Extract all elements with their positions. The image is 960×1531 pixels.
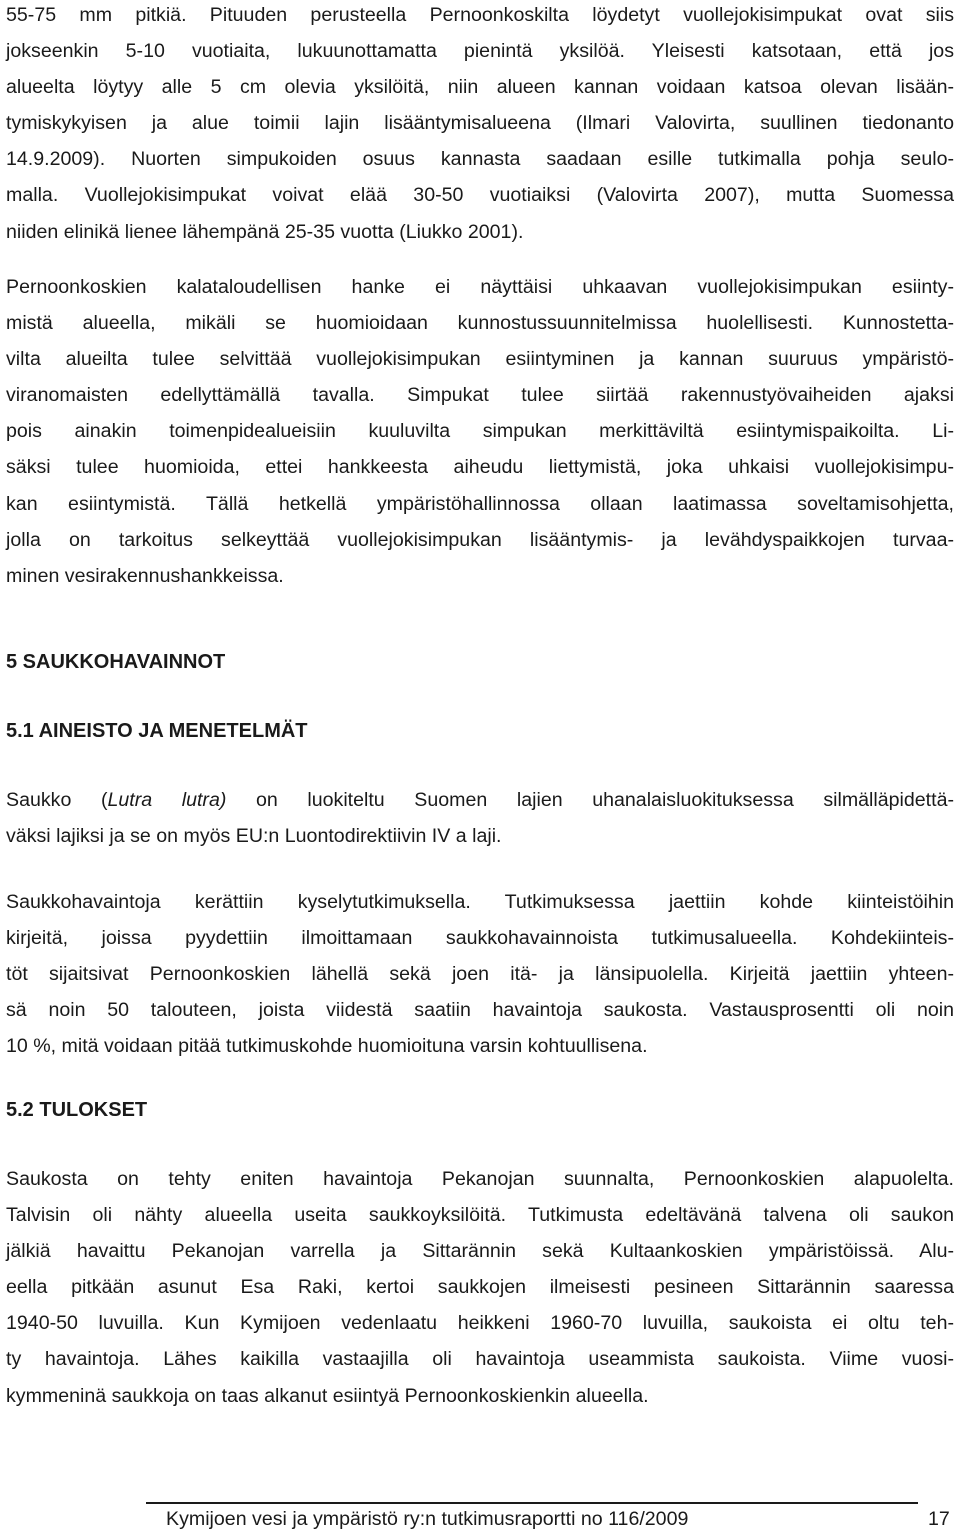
text-line: Talvisin oli nähty alueella useita saukkoyksilöitä. Tutkimusta edeltävänä talvena oli saukon [6, 1204, 954, 1227]
section-heading-5-1: 5.1 AINEISTO JA MENETELMÄT [6, 720, 308, 742]
paragraph-simpukat-ika [6, 0, 954, 250]
text-line: Pernoonkoskien kalataloudellisen hanke ei näyttäisi uhkaavan vuollejokisimpukan esiinty- [6, 276, 954, 298]
text-line: väksi lajiksi ja se on myös EU:n Luontodirektiivin IV a laji. [6, 825, 502, 848]
text-line: kan esiintymistä. Tällä hetkellä ympäristöhallinnossa ollaan laatimassa soveltamisohjetta, [6, 492, 954, 515]
text-line: 14.9.2009). Nuorten simpukoiden osuus kannasta saadaan esille tutkimalla pohja seulo- [6, 148, 954, 171]
text-line: jokseenkin 5-10 vuotiaita, lukuunottamatta pienintä yksilöä. Yleisesti katsotaan, että jos [6, 40, 954, 63]
footer-divider [146, 1502, 918, 1504]
paragraph-saukko-luokitus [6, 782, 954, 854]
paragraph-kyselytutkimus [6, 884, 954, 1064]
page-number: 17 [928, 1508, 950, 1530]
paragraph-hanke-vaikutus [6, 269, 954, 594]
text-line: sä noin 50 talouteen, joista viidestä saatiin havaintoja saukosta. Vastausprosentti oli noin [6, 999, 954, 1022]
species-name: Lutra lutra) [107, 789, 227, 811]
text-segment: on luokiteltu Suomen lajien uhanalaisluokituksessa silmälläpidettä- [226, 789, 954, 811]
text-line: niiden elinikä lienee lähempänä 25-35 vuotta (Liukko 2001). [6, 220, 524, 243]
section-heading-5-2: 5.2 TULOKSET [6, 1099, 148, 1121]
text-line: kirjeitä, joissa pyydettiin ilmoittamaan saukkohavainnoista tutkimusalueella. Kohdekiinteis- [6, 927, 954, 950]
text-line: eella pitkään asunut Esa Raki, kertoi saukkojen ilmeisesti pesineen Sittarännin saaressa [6, 1276, 954, 1299]
text-line: vilta alueilta tulee selvittää vuollejokisimpukan esiintyminen ja kannan suuruus ympäristö- [6, 348, 954, 371]
text-line: alueelta löytyy alle 5 cm olevia yksilöitä, niin alueen kannan voidaan katsoa olevan lisään- [6, 76, 954, 99]
text-line: jälkiä havaittu Pekanojan varrella ja Sittarännin sekä Kultaankoskien ympäristöissä. Alu- [6, 1240, 954, 1263]
text-line: töt sijaitsivat Pernoonkoskien lähellä sekä joen itä- ja länsipuolella. Kirjeitä jaettiin yhteen- [6, 963, 954, 986]
text-line: minen vesirakennushankkeissa. [6, 564, 284, 587]
text-line: malla. Vuollejokisimpukat voivat elää 30-50 vuotiaiksi (Valovirta 2007), mutta Suomessa [6, 184, 954, 207]
text-line: ty havaintoja. Lähes kaikilla vastaajilla oli havaintoja useammista saukoista. Viime vuosi- [6, 1348, 954, 1371]
text-line: 10 %, mitä voidaan pitää tutkimuskohde huomioituna varsin kohtuullisena. [6, 1035, 648, 1058]
text-line: pois ainakin toimenpidealueisiin kuuluvilta simpukan merkittäviltä esiintymispaikoilta. Li- [6, 420, 954, 443]
text-line [6, 782, 954, 818]
section-heading-5: 5 SAUKKOHAVAINNOT [6, 651, 226, 673]
text-line: viranomaisten edellyttämällä tavalla. Simpukat tulee siirtää rakennustyövaiheiden ajaksi [6, 384, 954, 407]
text-line: tymiskykyisen ja alue toimii lajin lisääntymisalueena (Ilmari Valovirta, suullinen tiedonanto [6, 112, 954, 135]
text-line: 1940-50 luvuilla. Kun Kymijoen vedenlaatu heikkeni 1960-70 luvuilla, saukoista ei oltu teh- [6, 1312, 954, 1335]
text-line: säksi tulee huomioida, ettei hankkeesta aiheudu liettymistä, joka uhkaisi vuollejokisimpu- [6, 456, 954, 479]
text-line: kymmeninä saukkoja on taas alkanut esiintyä Pernoonkoskienkin alueella. [6, 1384, 649, 1407]
text-line: Saukkohavaintoja kerättiin kyselytutkimuksella. Tutkimuksessa jaettiin kohde kiinteistöihin [6, 891, 954, 913]
paragraph-tulokset [6, 1161, 954, 1414]
text-segment: Saukko ( [6, 789, 108, 811]
footer-report-title: Kymijoen vesi ja ympäristö ry:n tutkimusraportti no 116/2009 [166, 1508, 689, 1530]
text-line: Saukosta on tehty eniten havaintoja Pekanojan suunnalta, Pernoonkoskien alapuolelta. [6, 1168, 954, 1190]
text-line: 55-75 mm pitkiä. Pituuden perusteella Pernoonkoskilta löydetyt vuollejokisimpukat ovat siis [6, 4, 954, 26]
text-line: jolla on tarkoitus selkeyttää vuollejokisimpukan lisääntymis- ja levähdyspaikkojen turvaa- [6, 528, 954, 551]
text-line: mistä alueella, mikäli se huomioidaan kunnostussuunnitelmissa huolellisesti. Kunnostetta- [6, 312, 954, 335]
